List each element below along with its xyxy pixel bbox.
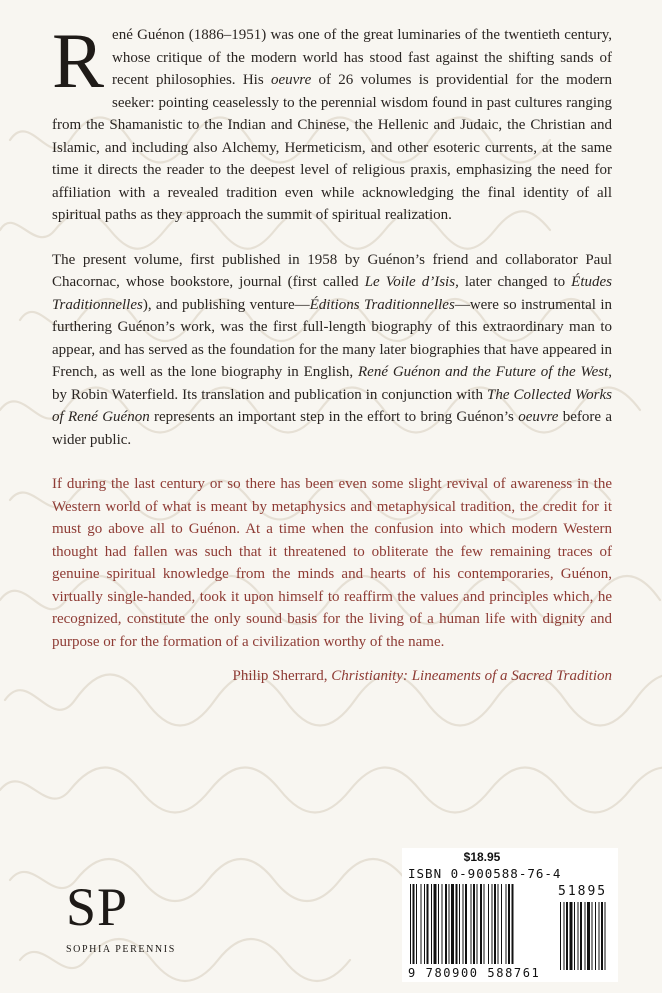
barcode-bar xyxy=(566,902,568,970)
barcode-bar xyxy=(560,902,561,970)
barcode-bar xyxy=(451,884,454,964)
barcode-bar xyxy=(442,884,443,964)
barcode-bar xyxy=(413,884,415,964)
volume-text-3: ), and publishing venture— xyxy=(142,296,310,313)
barcode-bar xyxy=(477,884,478,964)
barcode-bar xyxy=(601,902,603,970)
barcode-bar xyxy=(512,884,514,964)
publisher-name: SOPHIA PERENNIS xyxy=(66,944,176,955)
italic-oeuvre-2: oeuvre xyxy=(518,409,559,425)
barcode-bar xyxy=(459,884,460,964)
barcode-bar xyxy=(506,884,507,964)
barcode-bar xyxy=(480,884,482,964)
barcode-bar xyxy=(484,884,485,964)
barcode-bar xyxy=(431,884,432,964)
barcode-bar xyxy=(465,884,467,964)
volume-text-4: —were so instrumental in furthering Guénon’s work, was the first full-length biography of this extraordinary man to appear, and has served as the foundation for the many later biographies that have appeared in French, as well as the lone biography in English, xyxy=(52,296,612,380)
barcode-bars xyxy=(402,848,618,982)
price-addon-code: 51895 xyxy=(558,884,608,899)
barcode-bar xyxy=(585,902,586,970)
barcode-bar xyxy=(508,884,510,964)
back-cover-text xyxy=(52,17,612,688)
drop-cap: R xyxy=(52,17,105,104)
barcode-bar xyxy=(605,902,606,970)
quote-author: Philip Sherrard, xyxy=(232,668,332,684)
intro-text-cont: of 26 volumes is providential for the modern seeker: pointing ceaselessly to the perennial wisdom found in past cultures ranging from the Shamanistic to the Indian and Chinese, the Hellenic and Judaic, the Christian and Islamic, and including also Alchemy, Hermeticism, and other esoteric currents, at the same time it directs the reader to the deepest level of religious praxis, emphasizing the need for affiliation with a revealed tradition even while acknowledging the final identity of all spiritual paths as they approach the summit of spiritual realization. xyxy=(52,72,612,223)
intro-text: ené Guénon (1886–1951) was one of the great luminaries of the twentieth century, whose critique of the modern world has stood fast against the shifting sands of recent philosophies. His xyxy=(112,27,612,88)
barcode-bar xyxy=(578,902,579,970)
barcode-bar xyxy=(595,902,596,970)
barcode-bar xyxy=(471,884,472,964)
price: $18.95 xyxy=(463,850,501,864)
barcode-bar xyxy=(492,884,493,964)
barcode-bar xyxy=(580,902,582,970)
isbn-text: ISBN 0-900588-76-4 xyxy=(408,866,562,881)
quote-source-title: Christianity: Lineaments of a Sacred Tradition xyxy=(331,668,612,684)
barcode-bar xyxy=(416,884,417,964)
barcode-bar xyxy=(421,884,422,964)
quote-attribution xyxy=(52,665,612,688)
barcode-bar xyxy=(501,884,502,964)
intro-paragraph xyxy=(52,17,612,227)
barcode-bar xyxy=(463,884,464,964)
publisher-logo xyxy=(66,877,176,955)
barcode-label xyxy=(402,848,618,982)
barcode-bar xyxy=(599,902,600,970)
barcode-bar xyxy=(587,902,590,970)
barcode-bar xyxy=(410,884,411,964)
sherrard-quote: If during the last century or so there has been even some slight revival of awareness in the Western world of what is meant by metaphysics and metaphysical tradition, the credit for it must go above all to Guénon. At a time when the confusion into which modern Western thought had fallen was such that it threatened to obliterate the few remaining traces of genuine spiritual knowledge from the minds and hearts of his contemporaries, Guénon, virtually single-handed, took it upon himself to reaffirm the values and principles which, he recognized, constitute the only sound basis for the living of a human life with dignity and purpose or for the formation of a civilization worthy of the name. xyxy=(52,476,612,650)
barcode-bar xyxy=(424,884,425,964)
barcode-bar xyxy=(456,884,458,964)
volume-text-1: The present volume, first published in 1958 by Guénon’s friend and collaborator Paul Chacornac, whose bookstore, journal (first called xyxy=(52,251,612,290)
barcode-bar xyxy=(564,902,565,970)
journal-title-1: Le Voile d’Isis xyxy=(364,274,456,290)
intro-italic-oeuvre: oeuvre xyxy=(270,72,312,88)
barcode-bar xyxy=(592,902,593,970)
publisher-title: Éditions Traditionnelles xyxy=(309,296,455,313)
journal-title-2: Études Traditionnelles xyxy=(52,274,612,313)
barcode-bar xyxy=(488,884,489,964)
volume-text-5: , by Robin Waterfield. Its translation and publication in conjunction with xyxy=(52,364,612,403)
volume-text-6: represents an important step in the effort to bring Guénon’s xyxy=(149,409,519,425)
barcode-bar xyxy=(574,902,575,970)
barcode-bar xyxy=(434,884,437,964)
barcode-bar xyxy=(494,884,496,964)
volume-paragraph xyxy=(52,249,612,452)
barcode-bar xyxy=(498,884,499,964)
collected-works-title: The Collected Works of René Guénon xyxy=(52,386,612,425)
publisher-mark: SP xyxy=(66,877,129,937)
barcode-bar xyxy=(570,902,573,970)
volume-text-7: before a wider public. xyxy=(52,409,612,448)
book-title-waterfield: René Guénon and the Future of the West xyxy=(358,364,609,380)
volume-text-2: , later changed to xyxy=(455,274,572,290)
barcode-bar xyxy=(473,884,475,964)
barcode-bar xyxy=(427,884,429,964)
barcode-bar xyxy=(449,884,450,964)
barcode-bar xyxy=(445,884,447,964)
ean-digits: 9 780900 588761 xyxy=(408,966,541,980)
barcode-bar xyxy=(438,884,439,964)
